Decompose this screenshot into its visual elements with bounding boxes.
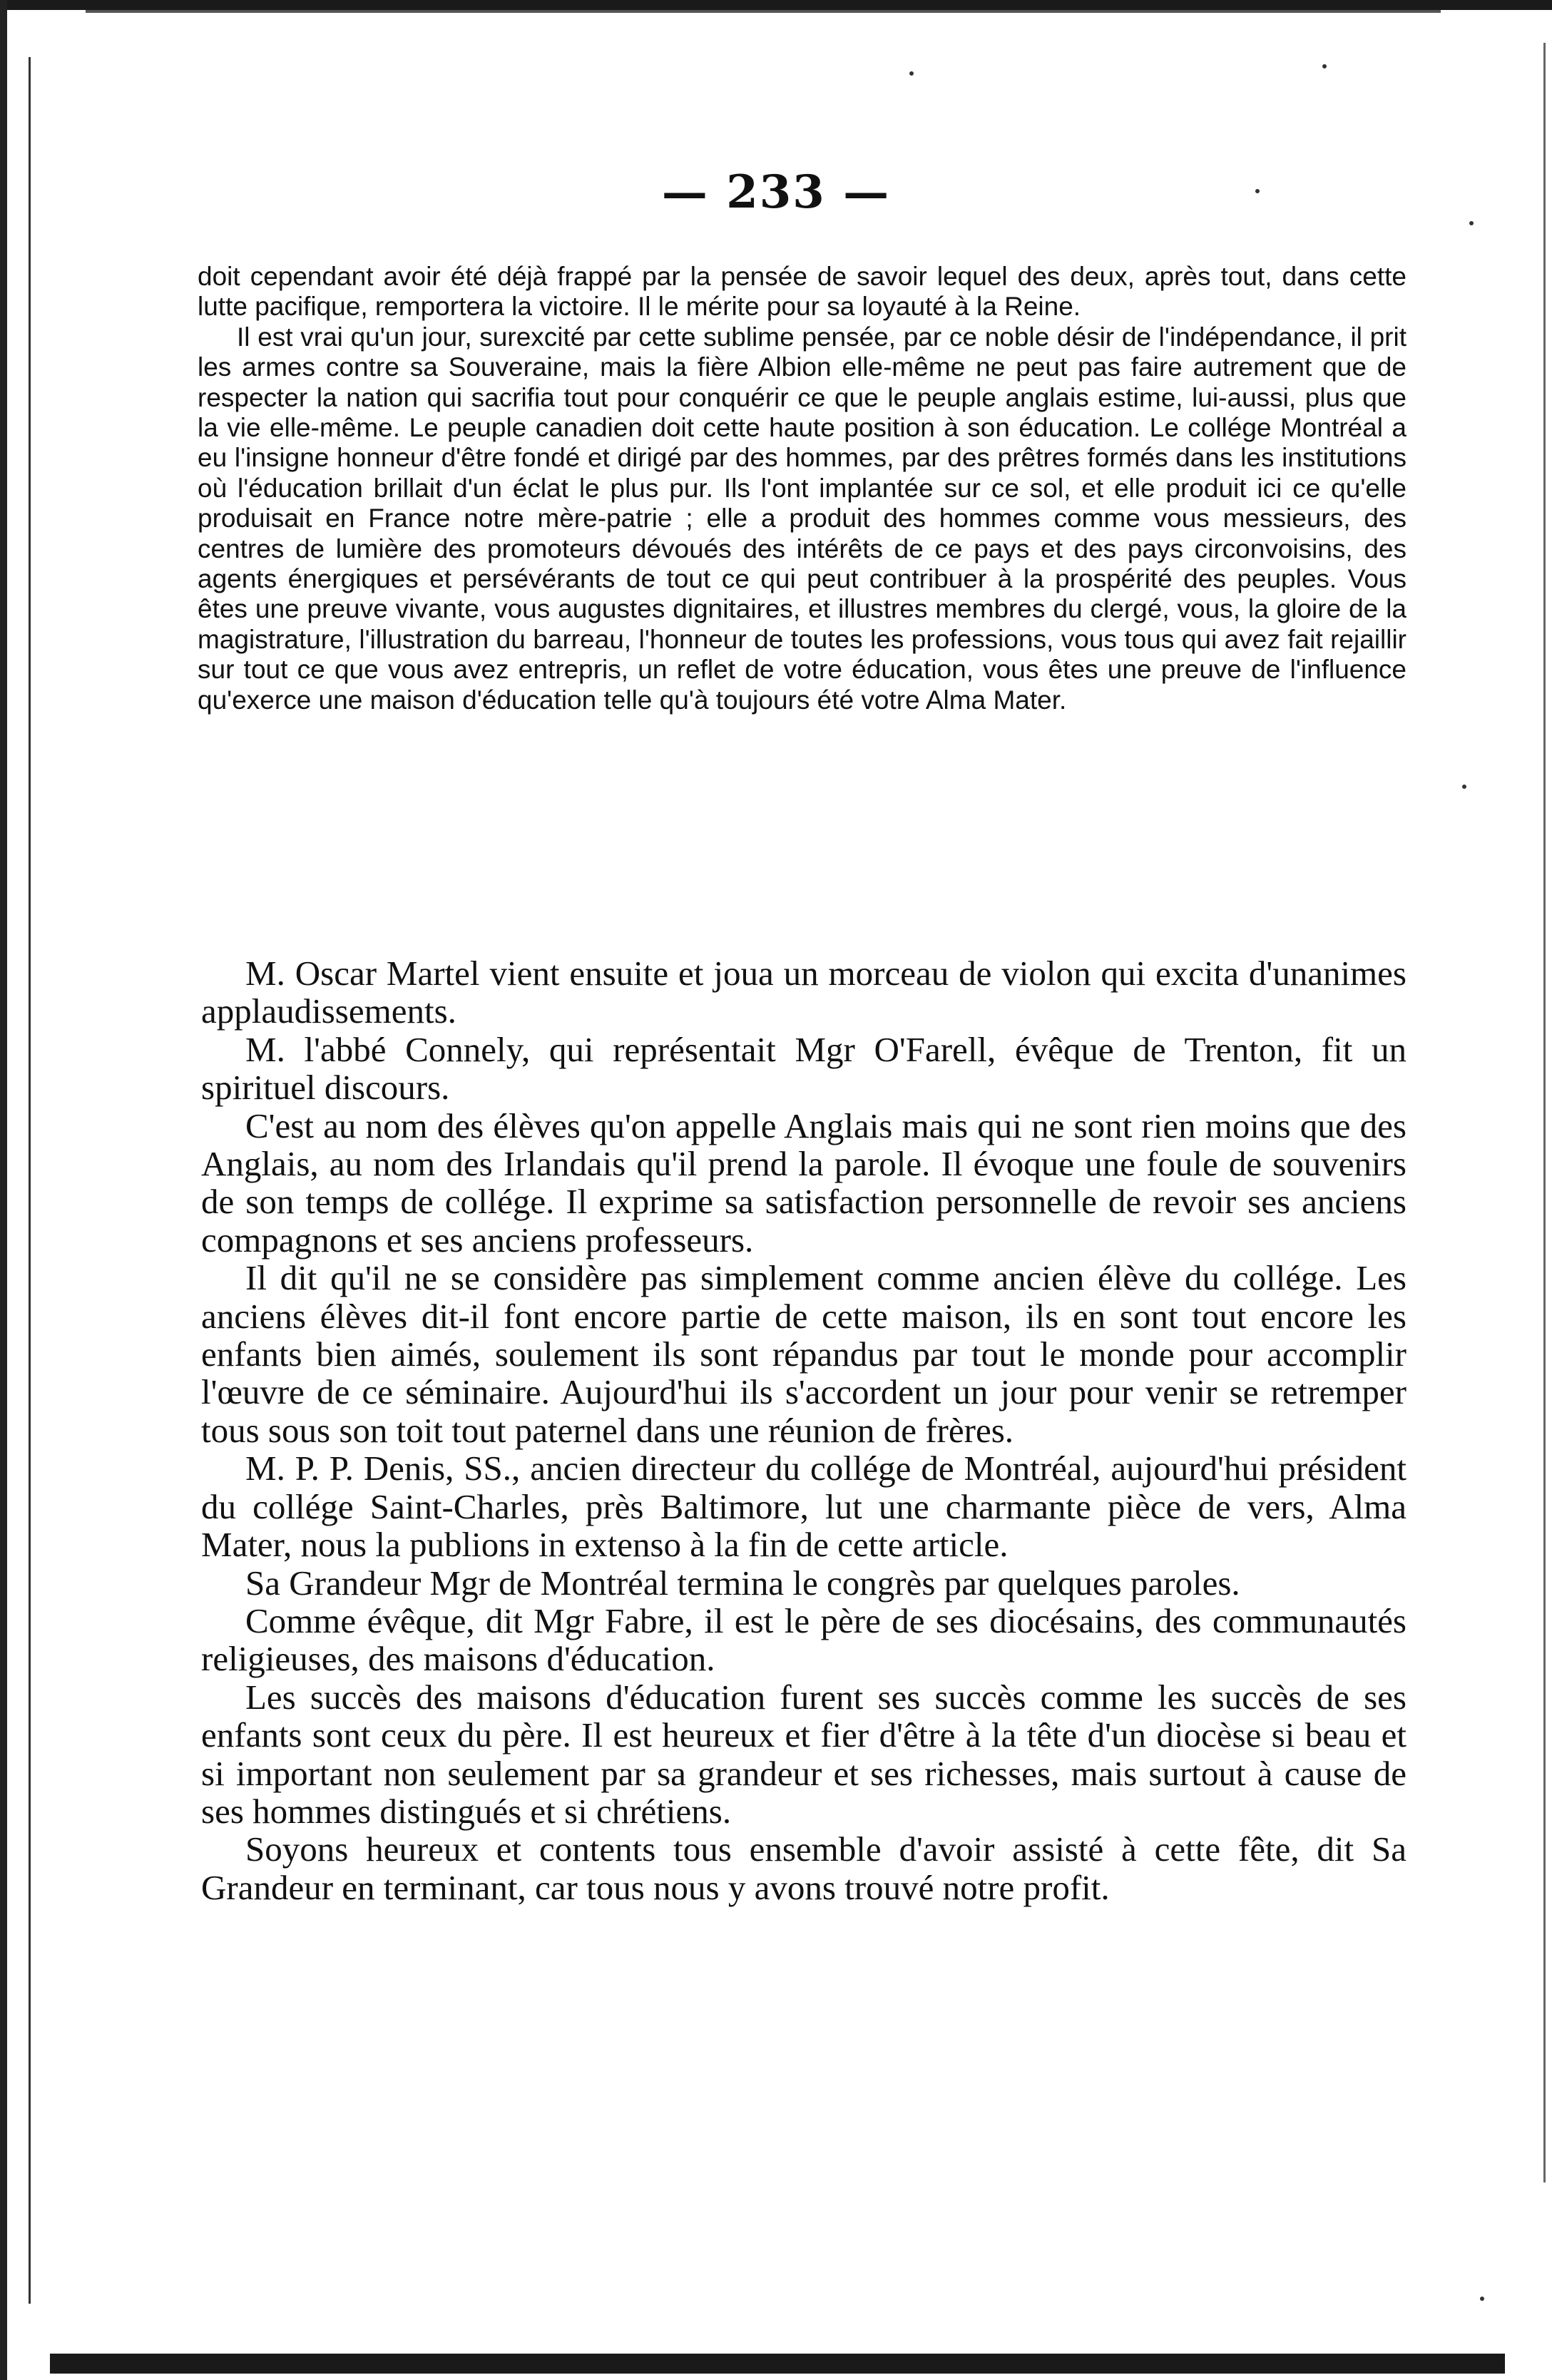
article-paragraph: Sa Grandeur Mgr de Montréal termina le congrès par quelques paroles. xyxy=(245,1563,1240,1603)
scan-edge-top xyxy=(0,0,1552,10)
scan-edge-right xyxy=(1543,43,1546,2182)
article-paragraph: M. l'abbé Connely, qui représentait Mgr O'Farell, évêque de Trenton, fit un spirituel discours. xyxy=(201,1029,1406,1108)
speech-paragraph: doit cependant avoir été déjà frappé par la pensée de savoir lequel des deux, après tout, dans cette lutte pacifique, remportera la victoire. Il le mérite pour sa loyauté à la Reine. xyxy=(198,262,1406,322)
scan-speck xyxy=(1480,2297,1484,2301)
article-paragraph: Soyons heureux et contents tous ensemble d'avoir assisté à cette fête, dit Sa Grandeur en terminant, car tous nous y avons trouvé notre profit. xyxy=(201,1829,1406,1907)
article-paragraph: Il dit qu'il ne se considère pas simplement comme ancien élève du collége. Les anciens élèves dit-il font encore partie de cette maison, ils en sont tout encore les enfants bien aimés, soulement ils sont répandus par tout le monde pour accomplir l'œuvre de ce séminaire. Aujourd'hui ils s'accordent un jour pour venir se retremper tous sous son toit tout paternel dans une réunion de frères. xyxy=(201,1258,1406,1450)
article-paragraph: C'est au nom des élèves qu'on appelle Anglais mais qui ne sont rien moins que des Anglais, au nom des Irlandais qu'il prend la parole. Il évoque une foule de souvenirs de son temps de collége. Il exprime sa satisfaction personnelle de revoir ses anciens compagnons et ses anciens professeurs. xyxy=(201,1105,1406,1260)
article-paragraph: M. P. P. Denis, SS., ancien directeur du collége de Montréal, aujourd'hui président du collége Saint-Charles, près Baltimore, lut une charmante pièce de vers, Alma Mater, nous la publions in extenso à la fin de cette article. xyxy=(201,1449,1406,1565)
scan-speck xyxy=(1469,221,1474,225)
scan-edge-bottom xyxy=(50,2354,1505,2374)
speech-paragraph: Il est vrai qu'un jour, surexcité par cette sublime pensée, par ce noble désir de l'indépendance, il prit les armes contre sa Souveraine, mais la fière Albion elle-même ne peut pas faire autrement que de respecter la nation qui sacrifia tout pour conquérir ce que le peuple anglais estime, lui-aussi, plus que la vie elle-même. Le peuple canadien doit cette haute position à son éducation. Le collége Montréal a eu l'insigne honneur d'être fondé et dirigé par des hommes, par des prêtres formés dans les institutions où l'éducation brillait d'un éclat le plus pur. Ils l'ont implantée sur ce sol, et elle produit ici ce qu'elle produisait en France notre mère-patrie ; elle a produit des hommes comme vous messieurs, des centres de lumière des promoteurs dévoués des intérêts de ce pays et des pays circonvoisins, des agents énergiques et persévérants de tout ce qui peut contribuer à la prospérité des peuples. Vous êtes une preuve vivante, vous augustes dignitaires, et illustres membres du clergé, vous, la gloire de la magistrature, l'illustration du barreau, l'honneur de toutes les professions, vous tous qui avez fait rejaillir sur tout ce que vous avez entrepris, un reflet de votre éducation, vous êtes une preuve de l'influence qu'exerce une maison d'éducation telle qu'à toujours été votre Alma Mater. xyxy=(198,322,1406,715)
article-paragraph: M. Oscar Martel vient ensuite et joua un morceau de violon qui excita d'unanimes applaudissements. xyxy=(201,954,1406,1031)
scan-edge-top-line xyxy=(86,10,1441,13)
article-body xyxy=(201,954,1406,1906)
scan-edge-left-line xyxy=(29,57,31,2304)
scan-edge-left xyxy=(0,0,7,2380)
speech-excerpt xyxy=(198,262,1406,715)
page-number: — 233 — xyxy=(661,165,891,219)
scan-speck xyxy=(909,71,914,76)
scan-speck xyxy=(1322,64,1327,68)
scan-speck xyxy=(1462,785,1466,789)
article-paragraph: Les succès des maisons d'éducation furent ses succès comme les succès de ses enfants sont ceux du père. Il est heureux et fier d'être à la tête d'un diocèse si beau et si important non seulement par sa grandeur et ses richesses, mais surtout à cause de ses hommes distingués et si chrétiens. xyxy=(201,1677,1406,1831)
article-paragraph: Comme évêque, dit Mgr Fabre, il est le père de ses diocésains, des communautés religieuses, des maisons d'éducation. xyxy=(201,1600,1406,1679)
